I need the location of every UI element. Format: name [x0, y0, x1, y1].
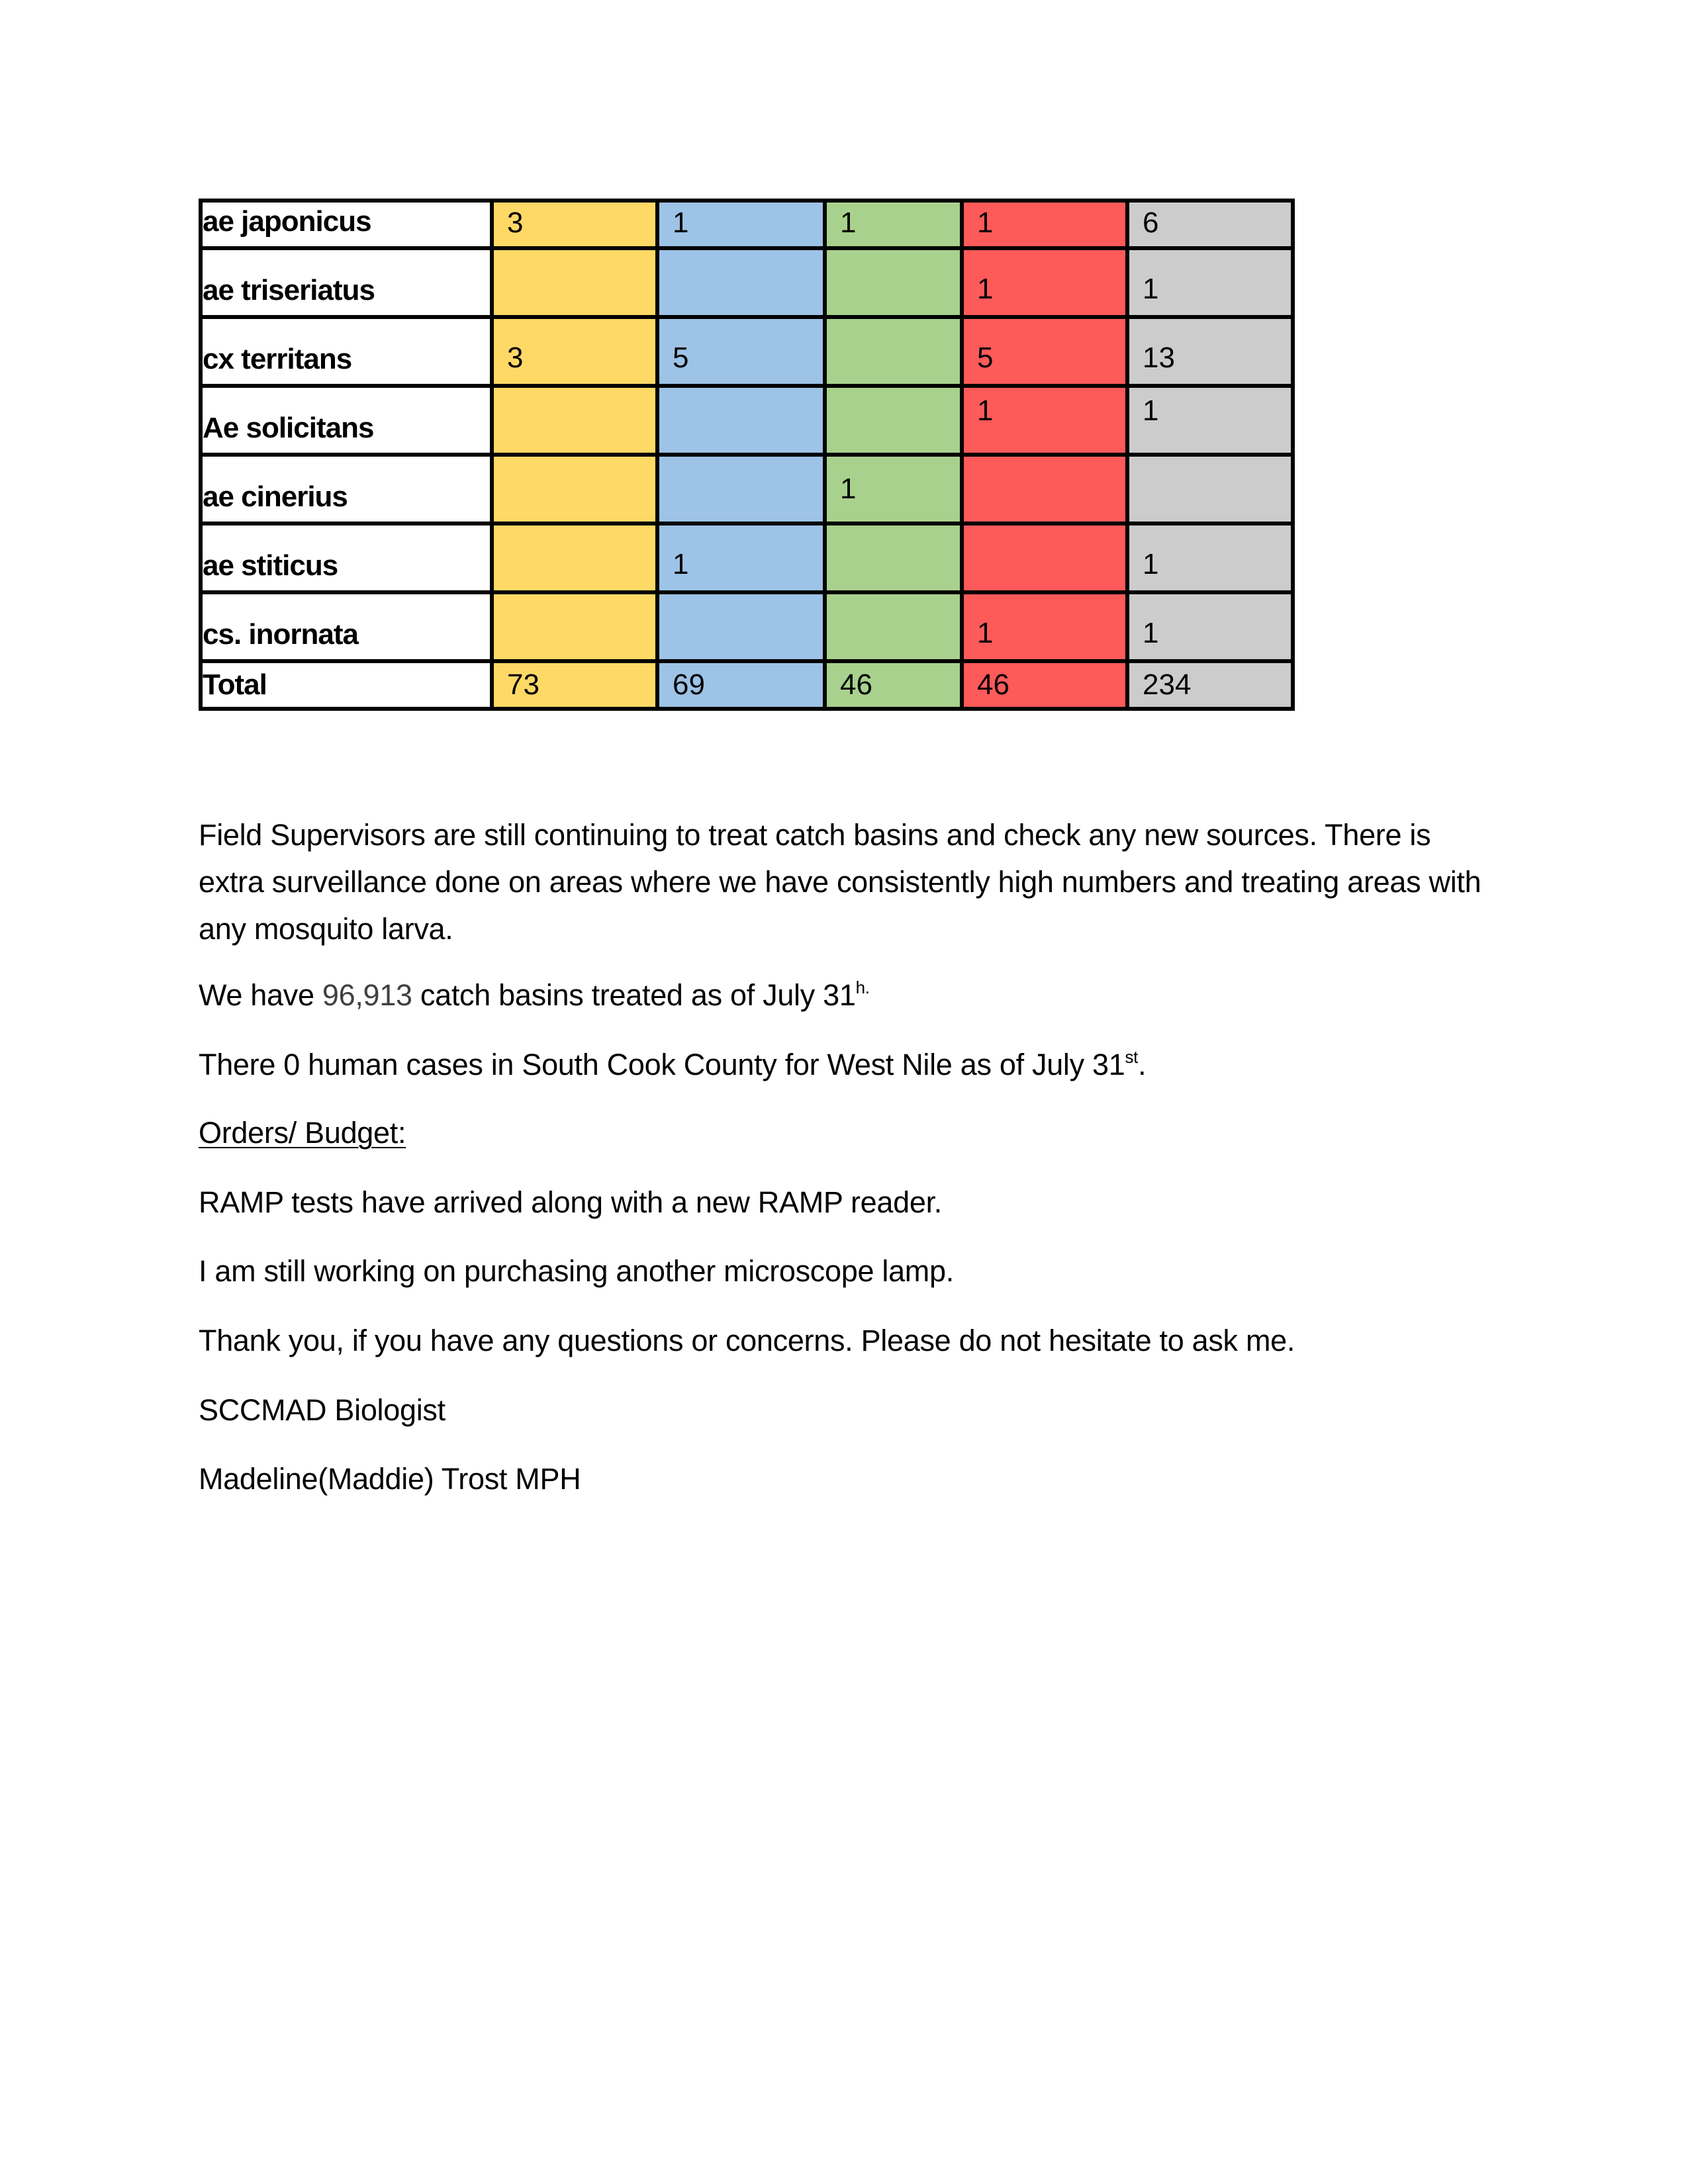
field-supervisors-paragraph: Field Supervisors are still continuing to treat catch basins and check any new sources. There is extra surveillance done on areas where we have consistently high numbers and treating areas with any mosquito larva. [199, 818, 1481, 946]
orders-budget-heading: Orders/ Budget: [199, 1116, 406, 1150]
count-cell [492, 592, 657, 661]
species-cell: Ae solicitans [201, 386, 492, 455]
count-cell [492, 248, 657, 317]
mosquito-species-count-table [199, 199, 1295, 711]
count-cell: 1 [962, 201, 1127, 248]
count-cell [825, 523, 962, 592]
count-cell: 3 [492, 317, 657, 386]
species-cell: ae japonicus [201, 201, 492, 248]
count-cell [492, 523, 657, 592]
count-cell [657, 455, 825, 523]
count-cell: 1 [657, 201, 825, 248]
count-cell: 5 [657, 317, 825, 386]
table-row [201, 248, 1293, 317]
total-count-cell: 6 [1127, 201, 1293, 248]
count-cell [825, 317, 962, 386]
count-cell [492, 455, 657, 523]
count-cell: 5 [962, 317, 1127, 386]
table-row [201, 201, 1293, 248]
total-count-cell: 13 [1127, 317, 1293, 386]
total-count-cell: 1 [1127, 592, 1293, 661]
microscope-paragraph: I am still working on purchasing another microscope lamp. [199, 1254, 954, 1288]
count-cell [825, 248, 962, 317]
table-row [201, 592, 1293, 661]
signature-title: SCCMAD Biologist [199, 1393, 445, 1427]
count-cell [657, 592, 825, 661]
count-cell [825, 386, 962, 455]
table-total-row [201, 661, 1293, 709]
ramp-paragraph: RAMP tests have arrived along with a new RAMP reader. [199, 1185, 942, 1219]
total-cell: 69 [657, 661, 825, 709]
catch-basins-count: 96,913 [322, 978, 412, 1012]
total-label-cell: Total [201, 661, 492, 709]
species-cell: cs. inornata [201, 592, 492, 661]
human-cases-paragraph: There 0 human cases in South Cook County for West Nile as of July 31st. [199, 1047, 1147, 1081]
total-cell: 46 [962, 661, 1127, 709]
count-cell [962, 523, 1127, 592]
total-cell: 46 [825, 661, 962, 709]
count-cell: 1 [962, 386, 1127, 455]
species-cell: ae triseriatus [201, 248, 492, 317]
table-row [201, 386, 1293, 455]
species-cell: ae stiticus [201, 523, 492, 592]
count-cell: 1 [825, 455, 962, 523]
count-cell: 3 [492, 201, 657, 248]
total-count-cell: 1 [1127, 386, 1293, 455]
total-count-cell: 1 [1127, 523, 1293, 592]
count-cell [657, 248, 825, 317]
total-count-cell [1127, 455, 1293, 523]
count-cell [492, 386, 657, 455]
catch-basins-paragraph: We have 96,913 catch basins treated as of July $31^{h.}$ [199, 978, 870, 1012]
count-cell [962, 455, 1127, 523]
total-count-cell: 1 [1127, 248, 1293, 317]
species-cell: cx territans [201, 317, 492, 386]
table-row [201, 455, 1293, 523]
count-cell: 1 [962, 248, 1127, 317]
count-cell: 1 [825, 201, 962, 248]
total-cell: 73 [492, 661, 657, 709]
thanks-paragraph: Thank you, if you have any questions or concerns. Please do not hesitate to ask me. [199, 1324, 1295, 1357]
count-cell [825, 592, 962, 661]
species-cell: ae cinerius [201, 455, 492, 523]
count-cell: 1 [962, 592, 1127, 661]
table-row [201, 523, 1293, 592]
count-cell [657, 386, 825, 455]
signature-name: Madeline(Maddie) Trost MPH [199, 1462, 581, 1496]
count-cell: 1 [657, 523, 825, 592]
grand-total-cell: 234 [1127, 661, 1293, 709]
table-row [201, 317, 1293, 386]
